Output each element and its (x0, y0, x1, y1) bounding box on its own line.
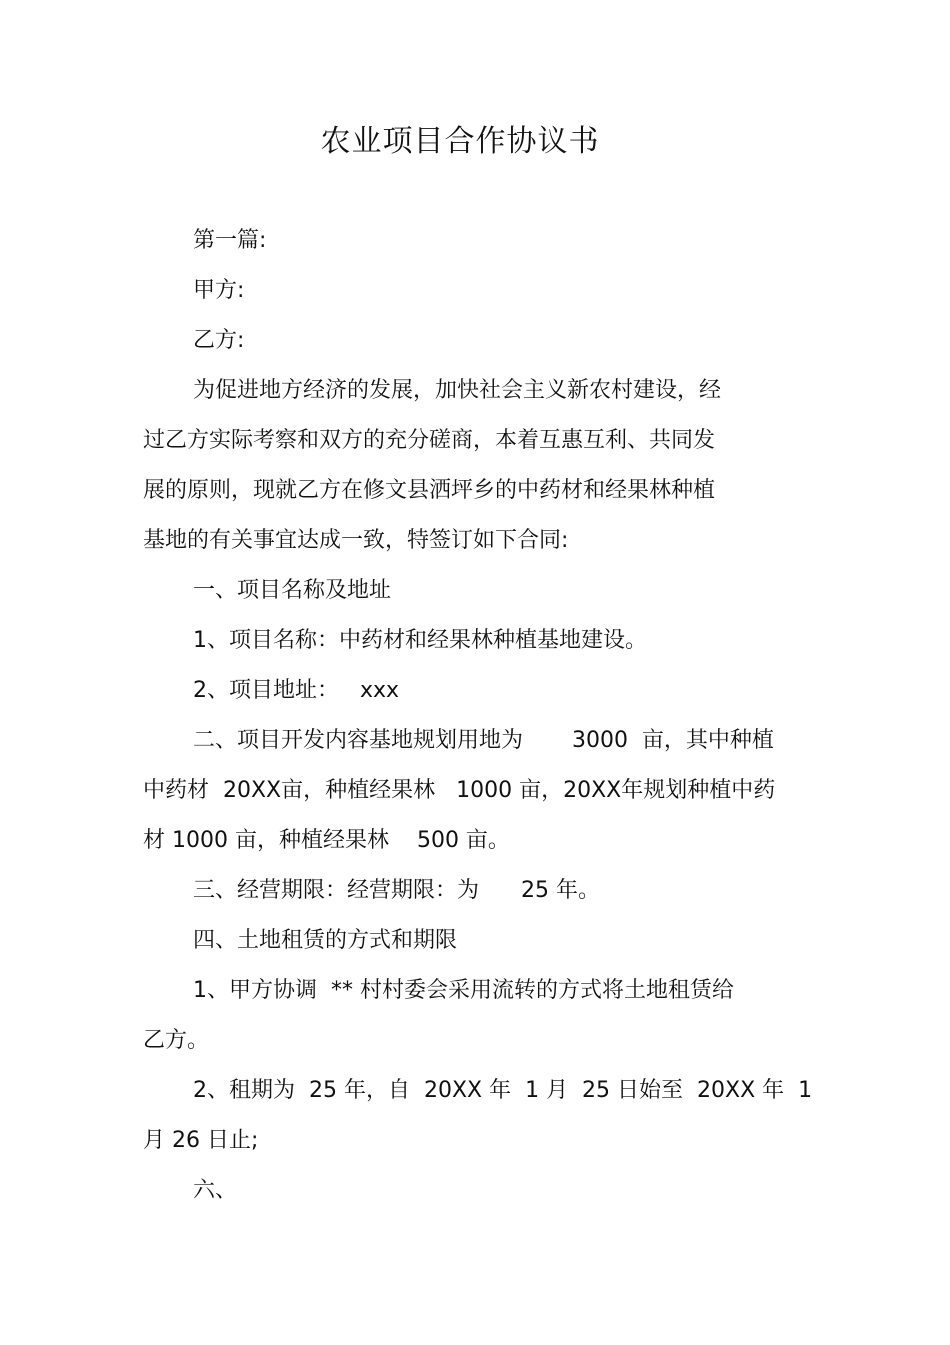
paragraph-line: 第一篇: (193, 228, 267, 253)
paragraph-line: 中药材 20XX亩，种植经果林 1000 亩，20XX年规划种植中药 (143, 778, 776, 803)
paragraph-line: 甲方: (193, 278, 245, 303)
paragraph-line: 过乙方实际考察和双方的充分磋商，本着互惠互利、共同发 (143, 428, 716, 453)
paragraph-line: 为促进地方经济的发展，加快社会主义新农村建设，经 (193, 378, 722, 403)
paragraph-line: 1、甲方协调 ** 村村委会采用流转的方式将土地租赁给 (193, 978, 734, 1003)
paragraph-line: 基地的有关事宜达成一致，特签订如下合同: (143, 528, 569, 553)
paragraph-line: 乙方。 (143, 1028, 210, 1053)
section-heading: 一、项目名称及地址 (193, 578, 392, 603)
paragraph-line: 三、经营期限：经营期限：为 25 年。 (193, 878, 600, 903)
paragraph-line: 月 26 日止; (143, 1128, 259, 1153)
paragraph-line: 2、项目地址： xxx (193, 678, 400, 703)
section-heading: 六、 (193, 1178, 238, 1203)
document-title: 农业项目合作协议书 (320, 124, 600, 159)
paragraph-line: 展的原则，现就乙方在修文县洒坪乡的中药材和经果林种植 (143, 478, 716, 503)
section-heading: 四、土地租赁的方式和期限 (193, 928, 458, 953)
paragraph-line: 材 1000 亩，种植经果林 500 亩。 (143, 828, 510, 853)
paragraph-line: 乙方: (193, 328, 245, 353)
paragraph-line: 二、项目开发内容基地规划用地为 3000 亩，其中种植 (193, 728, 774, 753)
paragraph-line: 1、项目名称：中药材和经果林种植基地建设。 (193, 628, 647, 653)
paragraph-line: 2、租期为 25 年，自 20XX 年 1 月 25 日始至 20XX 年 1 (193, 1078, 813, 1103)
